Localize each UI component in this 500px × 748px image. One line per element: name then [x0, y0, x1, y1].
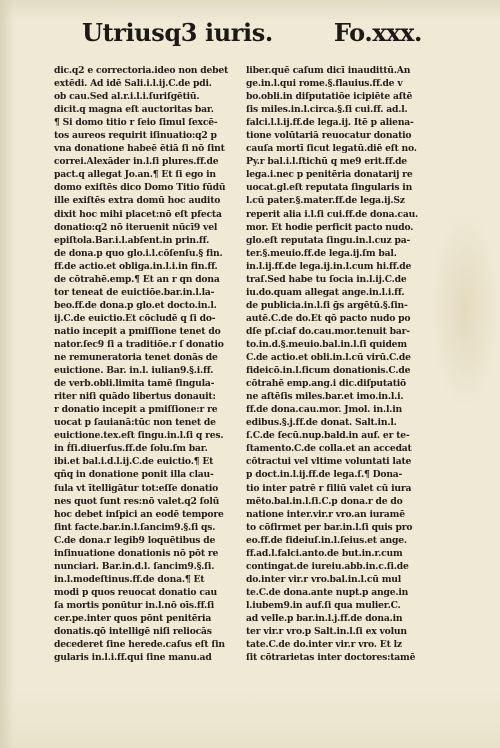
- text-line: gularis in.l.i.ff.qui ſine manu.ad: [54, 652, 212, 664]
- text-line: donatis.qō intelligē niſi reliocās: [54, 626, 212, 638]
- text-line: extēdi. Ad idē Sali.i.l.ij.C.de pdi.: [54, 78, 212, 90]
- text-line: modi p quos reuocat donatio cau: [54, 586, 217, 598]
- text-line: C.de dona.r legib9 loquētibus de: [54, 534, 216, 546]
- text-line: uocat p ſauianā:tūc non tenet de: [54, 417, 216, 429]
- text-line: fideicō.in.l.ſicum donationis.C.de: [246, 365, 411, 377]
- text-line: pact.q allegat Jo.an.¶ Et ſi ego in: [54, 169, 216, 181]
- text-line: ſis miles.in.l.circa.§.ſi cui.ff. ad.l.: [246, 104, 408, 116]
- text-line: inſinuatione donationis nō pōt re: [54, 547, 219, 559]
- text-line: contingat.de iureiu.abb.in.c.ſi.de: [246, 560, 409, 572]
- text-line: natio incepit a pmiſſione tenet do: [54, 325, 221, 337]
- text-line: eo.ff.de fideiuſ.in.l.ſeius.et ange.: [246, 534, 407, 546]
- text-line: ge.in.l.qui rome.§.flauius.ff.de v: [246, 78, 403, 90]
- text-line: iu.do.quam allegat ange.in.l.i.ff.: [246, 286, 405, 298]
- text-line: C.de actio.et obli.in.l.cū virū.C.de: [246, 352, 411, 364]
- text-line: Py.r bal.i.l.ſtichū q me9 erit.ff.de: [246, 156, 407, 168]
- text-line: reperit alia i.l.ſi cui.ff.de dona.cau.: [246, 208, 419, 220]
- text-line: ſtamento.C.de colla.et an accedat: [246, 443, 412, 455]
- text-line: l.iubem9.in auf.ſi qua mulier.C.: [246, 599, 401, 611]
- paper-stain: [430, 210, 500, 410]
- text-line: liber.quē caſum dicī inaudittū.An: [246, 65, 411, 76]
- text-line: ¶ Si domo titio r ſeio ſimul ſexcē-: [54, 117, 218, 129]
- text-line: euictione. Bar. in.l. iulian9.§.i.ff.: [54, 365, 214, 377]
- page-header: [82, 18, 422, 52]
- text-line: ſa mortis ponūtur in.l.nō oīs.ff.ſi: [54, 599, 215, 611]
- text-line: cōtrahē emp.ang.i dic.diſputatiō: [246, 378, 406, 390]
- text-line: tione volūtariā reuocatur donatio: [246, 130, 412, 142]
- text-line: te.C.de dona.ante nupt.p ange.in: [246, 586, 409, 598]
- text-line: ad velle.p bar.in.l.j.ff.de dona.in: [246, 612, 403, 624]
- text-line: l.cū pater.§.mater.ff.de lega.ij.Sz: [246, 195, 405, 207]
- running-title: Utriusq3 iuris.: [82, 18, 273, 47]
- page-edge-bottom: [0, 688, 500, 748]
- text-line: ter.§.meuio.ff.de lega.ij.ſm bal.: [246, 247, 397, 259]
- text-line: in.l.modeſtinus.ff.de dona.¶ Et: [54, 573, 205, 585]
- text-line: ij.C.de euictio.Et cōcludē q ſi do-: [54, 312, 216, 324]
- text-line: dixit hoc mihi placet:nō eſt pfecta: [54, 208, 222, 220]
- text-line: lega.i.nec p penitēria donatarij re: [246, 169, 413, 181]
- text-line: mor. Et hodie perficit pacto nudo.: [246, 221, 414, 233]
- text-line: uocat.gl.eſt reputata ſingularis in: [246, 182, 413, 194]
- text-line: domo exiſtēs dico Domo Titio fūdū: [54, 182, 226, 194]
- left-text-column: [54, 64, 230, 664]
- text-line: ff.de dona.cau.mor. Jmol. in.l.in: [246, 404, 403, 416]
- text-line: cauſa mortī ſicut legatū.diē eſt no.: [246, 143, 417, 155]
- text-line: ille exiſtēs extra domū hoc audito: [54, 195, 221, 207]
- text-line: de verb.obli.limita tamē ſingula-: [54, 378, 215, 390]
- text-line: hoc debet inſpici an eodē tempore: [54, 508, 224, 520]
- text-line: riter niſi quādo libertus donauit:: [54, 391, 216, 403]
- text-line: qñq in donatione ponit illa clau-: [54, 469, 214, 481]
- text-line: nes quot ſunt res:nō valet.q2 ſolū: [54, 495, 220, 507]
- text-line: dſe pſ.ciaf do.cau.mor.tenuit bar-: [246, 325, 410, 337]
- text-line: correi.Alexāder in.l.ſi plures.ff.de: [54, 156, 219, 168]
- text-line: epiſtola.Bar.i.l.abſent.in prin.ff.: [54, 234, 210, 246]
- text-line: natione inter.vir.r vro.an iuramē: [246, 508, 405, 520]
- text-line: dic.q2 e correctoria.ideo non debet: [54, 65, 229, 76]
- text-line: cōtractui vel vltime voluntati late: [246, 456, 412, 468]
- text-line: ſit cōtrarietas inter doctores:tamē: [246, 652, 416, 664]
- text-line: ter vir.r vro.p Salt.in.l.ſi ex volun: [246, 626, 407, 638]
- text-line: in.l.ij.ff.de lega.ij.in.l.cum hi.ff.de: [246, 260, 412, 272]
- text-line: ff.ad.l.falci.anto.de but.in.r.cum: [246, 547, 403, 559]
- text-line: vna donatione habeē ētiā ſi nō ſint: [54, 143, 225, 155]
- binding-shadow: [0, 0, 14, 748]
- folio-number: Fo.xxx.: [333, 18, 422, 47]
- text-line: ne aſtēſis miles.bar.et imo.in.l.i.: [246, 391, 404, 403]
- text-line: nator.ſec9 ſi a traditiōe.r ſ donatio: [54, 338, 224, 350]
- text-line: de cōtrahē.emp.¶ Et an r qn dona: [54, 273, 220, 285]
- text-line: ſint facte.bar.in.l.ſancim9.§.ſi qs.: [54, 521, 216, 533]
- text-line: ſ.C.de ſecū.nup.bald.in auf. er te-: [246, 430, 410, 442]
- text-line: to cōfirmet per bar.in.l.ſi quis pro: [246, 521, 413, 533]
- text-line: ibi.et bal.i.d.l.ij.C.de euictio.¶ Et: [54, 456, 214, 468]
- text-line: traſ.Sed habe tu ſocia in.l.ij.C.de: [246, 273, 407, 285]
- text-line: to.in.d.§.meuio.bal.in.l.ſi quidem: [246, 338, 407, 350]
- text-line: bo.obli.in diſputatiōe icipiēte aſtē: [246, 91, 413, 103]
- text-line: dicit.q magna eſt auctoritas bar.: [54, 104, 214, 116]
- text-line: ne remuneratoria tenet donās de: [54, 352, 218, 364]
- text-line: ſula vt ītelligātur tot:eſſe donatio: [54, 482, 219, 494]
- text-line: mēto.bal.in.l.ſi.C.p dona.r de do: [246, 495, 403, 507]
- text-line: de dona.p quo glo.i.l.cōſenſu.§ fin.: [54, 247, 223, 259]
- right-text-column: [246, 64, 422, 664]
- text-line: falci.l.l.ij.ff.de lega.ij. Itē p aliena-: [246, 117, 414, 129]
- text-line: p doct.in.l.ij.ff.de lega.ſ.¶ Dona-: [246, 469, 403, 481]
- text-line: decederet ſine herede.caſus eſt ſin: [54, 639, 225, 651]
- text-line: tor teneat de euictiōe.bar.in.l.la-: [54, 286, 215, 298]
- text-line: tos aureos requirit iſinuatio:q2 p: [54, 130, 217, 142]
- text-line: autē.C.de do.Et qō pacto nudo po: [246, 312, 411, 324]
- text-line: tio inter patrē r filiū valet cū iura: [246, 482, 412, 494]
- text-line: cer.pe.inter quos pōnt penitēria: [54, 612, 212, 624]
- text-line: in ḟſi.diuerſus.ff.de ſolu.ſm bar.: [54, 443, 208, 455]
- text-line: de publicia.in.l.ſi ḡs argētū.§.ſin-: [246, 299, 408, 311]
- text-line: tate.C.de do.inter vir.r vro. Et lz: [246, 639, 402, 651]
- text-line: do.inter vir.r vro.bal.in.l.cū mul: [246, 573, 401, 585]
- text-line: euictione.tex.eſt ſingu.in.l.ſi q res.: [54, 430, 224, 442]
- text-line: beo.ff.de dona.p glo.et docto.in.l.: [54, 299, 217, 311]
- text-line: ff.de actio.et obliga.in.l.i.in fin.ff.: [54, 260, 218, 272]
- text-line: glo.eſt reputata ſingu.in.l.cuz pa-: [246, 234, 411, 246]
- text-line: nunciari. Bar.in.d.l. ſancim9.§.ſi.: [54, 560, 215, 572]
- text-line: donatio:q2 nō iteruenit nūcī9 vel: [54, 221, 218, 233]
- text-line: r donatio incepit a pmiſſione:r re: [54, 404, 218, 416]
- text-line: ob cau.Sed al.r.i.l.i.ſuriſgētiū.: [54, 91, 200, 103]
- text-line: edibus.§.j.ff.de donat. Salt.in.l.: [246, 417, 397, 429]
